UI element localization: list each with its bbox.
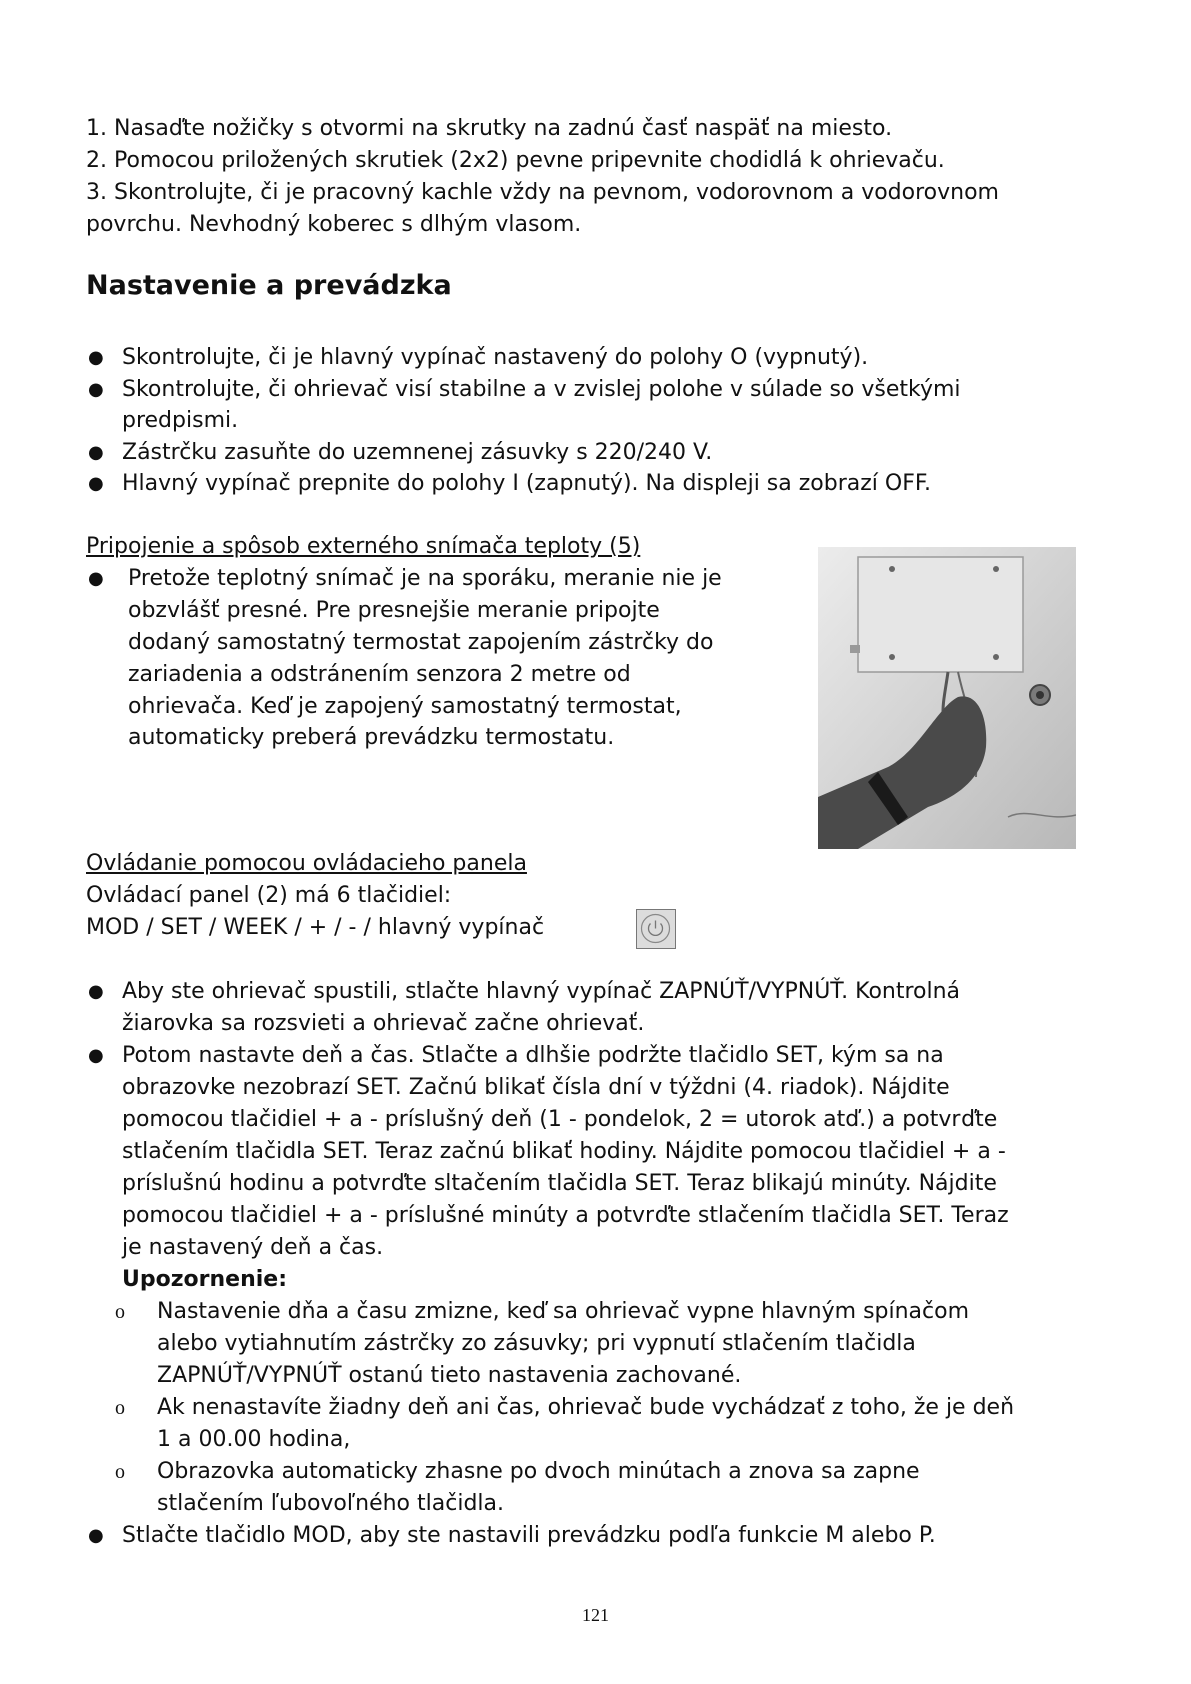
setup-bullet-2: Skontrolujte, či ohrievač visí stabilne a v zvislej polohe v súlade so všetkými [122,377,961,402]
operation-line-8: pomocou tlačidiel + a - príslušné minúty a potvrďte stlačením tlačidla SET. Teraz [122,1203,1009,1228]
bullet-marker: ● [88,981,104,1002]
operation-line-5: pomocou tlačidiel + a - príslušný deň (1 - pondelok, 2 = utorok atď.) a potvrďte [122,1107,998,1132]
power-icon [636,909,676,949]
panel-line-2: MOD / SET / WEEK / + / - / hlavný vypínač [86,915,545,940]
bullet-marker: ● [88,379,104,400]
sensor-photo [818,547,1076,849]
operation-line-2: žiarovka sa rozsvieti a ohrievač začne ohrievať. [122,1011,645,1036]
step-1: 1. Nasaďte nožičky s otvormi na skrutky na zadnú časť naspäť na miesto. [86,116,893,141]
operation-line-6: stlačením tlačidla SET. Teraz začnú blikať hodiny. Nájdite pomocou tlačidiel + a - [122,1139,1006,1164]
sensor-photo-illustration [818,547,1076,849]
operation-line-4: obrazovke nezobrazí SET. Začnú blikať čísla dní v týždni (4. riadok). Nájdite [122,1075,950,1100]
sensor-title: Pripojenie a spôsob externého snímača teploty (5) [86,534,641,559]
bullet-marker: ● [88,568,104,589]
bullet-marker: ● [88,473,104,494]
operation-line-3: Potom nastavte deň a čas. Stlačte a dlhšie podržte tlačidlo SET, kým sa na [122,1043,944,1068]
sub-bullet-marker: o [115,1301,125,1323]
step-3-cont: povrchu. Nevhodný koberec s dlhým vlasom. [86,212,582,237]
sensor-line-4: zariadenia a odstránením senzora 2 metre od [128,662,631,687]
sensor-line-3: dodaný samostatný termostat zapojením zástrčky do [128,630,714,655]
section-heading: Nastavenie a prevádzka [86,270,452,301]
operation-line-1: Aby ste ohrievač spustili, stlačte hlavný vypínač ZAPNÚŤ/VYPNÚŤ. Kontrolná [122,979,961,1004]
sub-bullet-marker: o [115,1461,125,1483]
page-number: 121 [582,1605,609,1625]
setup-bullet-2-cont: predpismi. [122,408,239,433]
step-2: 2. Pomocou priložených skrutiek (2x2) pevne pripevnite chodidlá k ohrievaču. [86,148,945,173]
setup-bullet-1: Skontrolujte, či je hlavný vypínač nastavený do polohy O (vypnutý). [122,345,869,370]
note-line-2: alebo vytiahnutím zástrčky zo zásuvky; pri vypnutí stlačením tlačidla [157,1331,916,1356]
sensor-line-5: ohrievača. Keď je zapojený samostatný termostat, [128,694,682,719]
note-label: Upozornenie: [122,1267,287,1292]
setup-bullet-4: Hlavný vypínač prepnite do polohy I (zapnutý). Na displeji sa zobrazí OFF. [122,471,931,496]
operation-line-9: je nastavený deň a čas. [122,1235,384,1260]
bullet-marker: ● [88,347,104,368]
sensor-line-2: obzvlášť presné. Pre presnejšie meranie pripojte [128,598,660,623]
operation-line-7: príslušnú hodinu a potvrďte sltačením tlačidla SET. Teraz blikajú minúty. Nájdite [122,1171,997,1196]
note-line-5: 1 a 00.00 hodina, [157,1427,351,1452]
sensor-line-6: automaticky preberá prevádzku termostatu. [128,725,615,750]
bullet-marker: ● [88,442,104,463]
panel-title: Ovládanie pomocou ovládacieho panela [86,851,527,876]
note-line-3: ZAPNÚŤ/VYPNÚŤ ostanú tieto nastavenia zachované. [157,1363,742,1388]
sensor-line-1: Pretože teplotný snímač je na sporáku, meranie nie je [128,566,722,591]
bullet-marker: ● [88,1045,104,1066]
note-line-7: stlačením ľubovoľného tlačidla. [157,1491,504,1516]
step-3: 3. Skontrolujte, či je pracovný kachle vždy na pevnom, vodorovnom a vodorovnom [86,180,999,205]
note-line-6: Obrazovka automaticky zhasne po dvoch minútach a znova sa zapne [157,1459,920,1484]
note-line-1: Nastavenie dňa a času zmizne, keď sa ohrievač vypne hlavným spínačom [157,1299,970,1324]
sub-bullet-marker: o [115,1397,125,1419]
bullet-marker: ● [88,1525,104,1546]
panel-line-1: Ovládací panel (2) má 6 tlačidiel: [86,883,452,908]
setup-bullet-3: Zástrčku zasuňte do uzemnenej zásuvky s 220/240 V. [122,440,713,465]
final-bullet: Stlačte tlačidlo MOD, aby ste nastavili prevádzku podľa funkcie M alebo P. [122,1523,936,1548]
note-line-4: Ak nenastavíte žiadny deň ani čas, ohrievač bude vychádzať z toho, že je deň [157,1395,1015,1420]
